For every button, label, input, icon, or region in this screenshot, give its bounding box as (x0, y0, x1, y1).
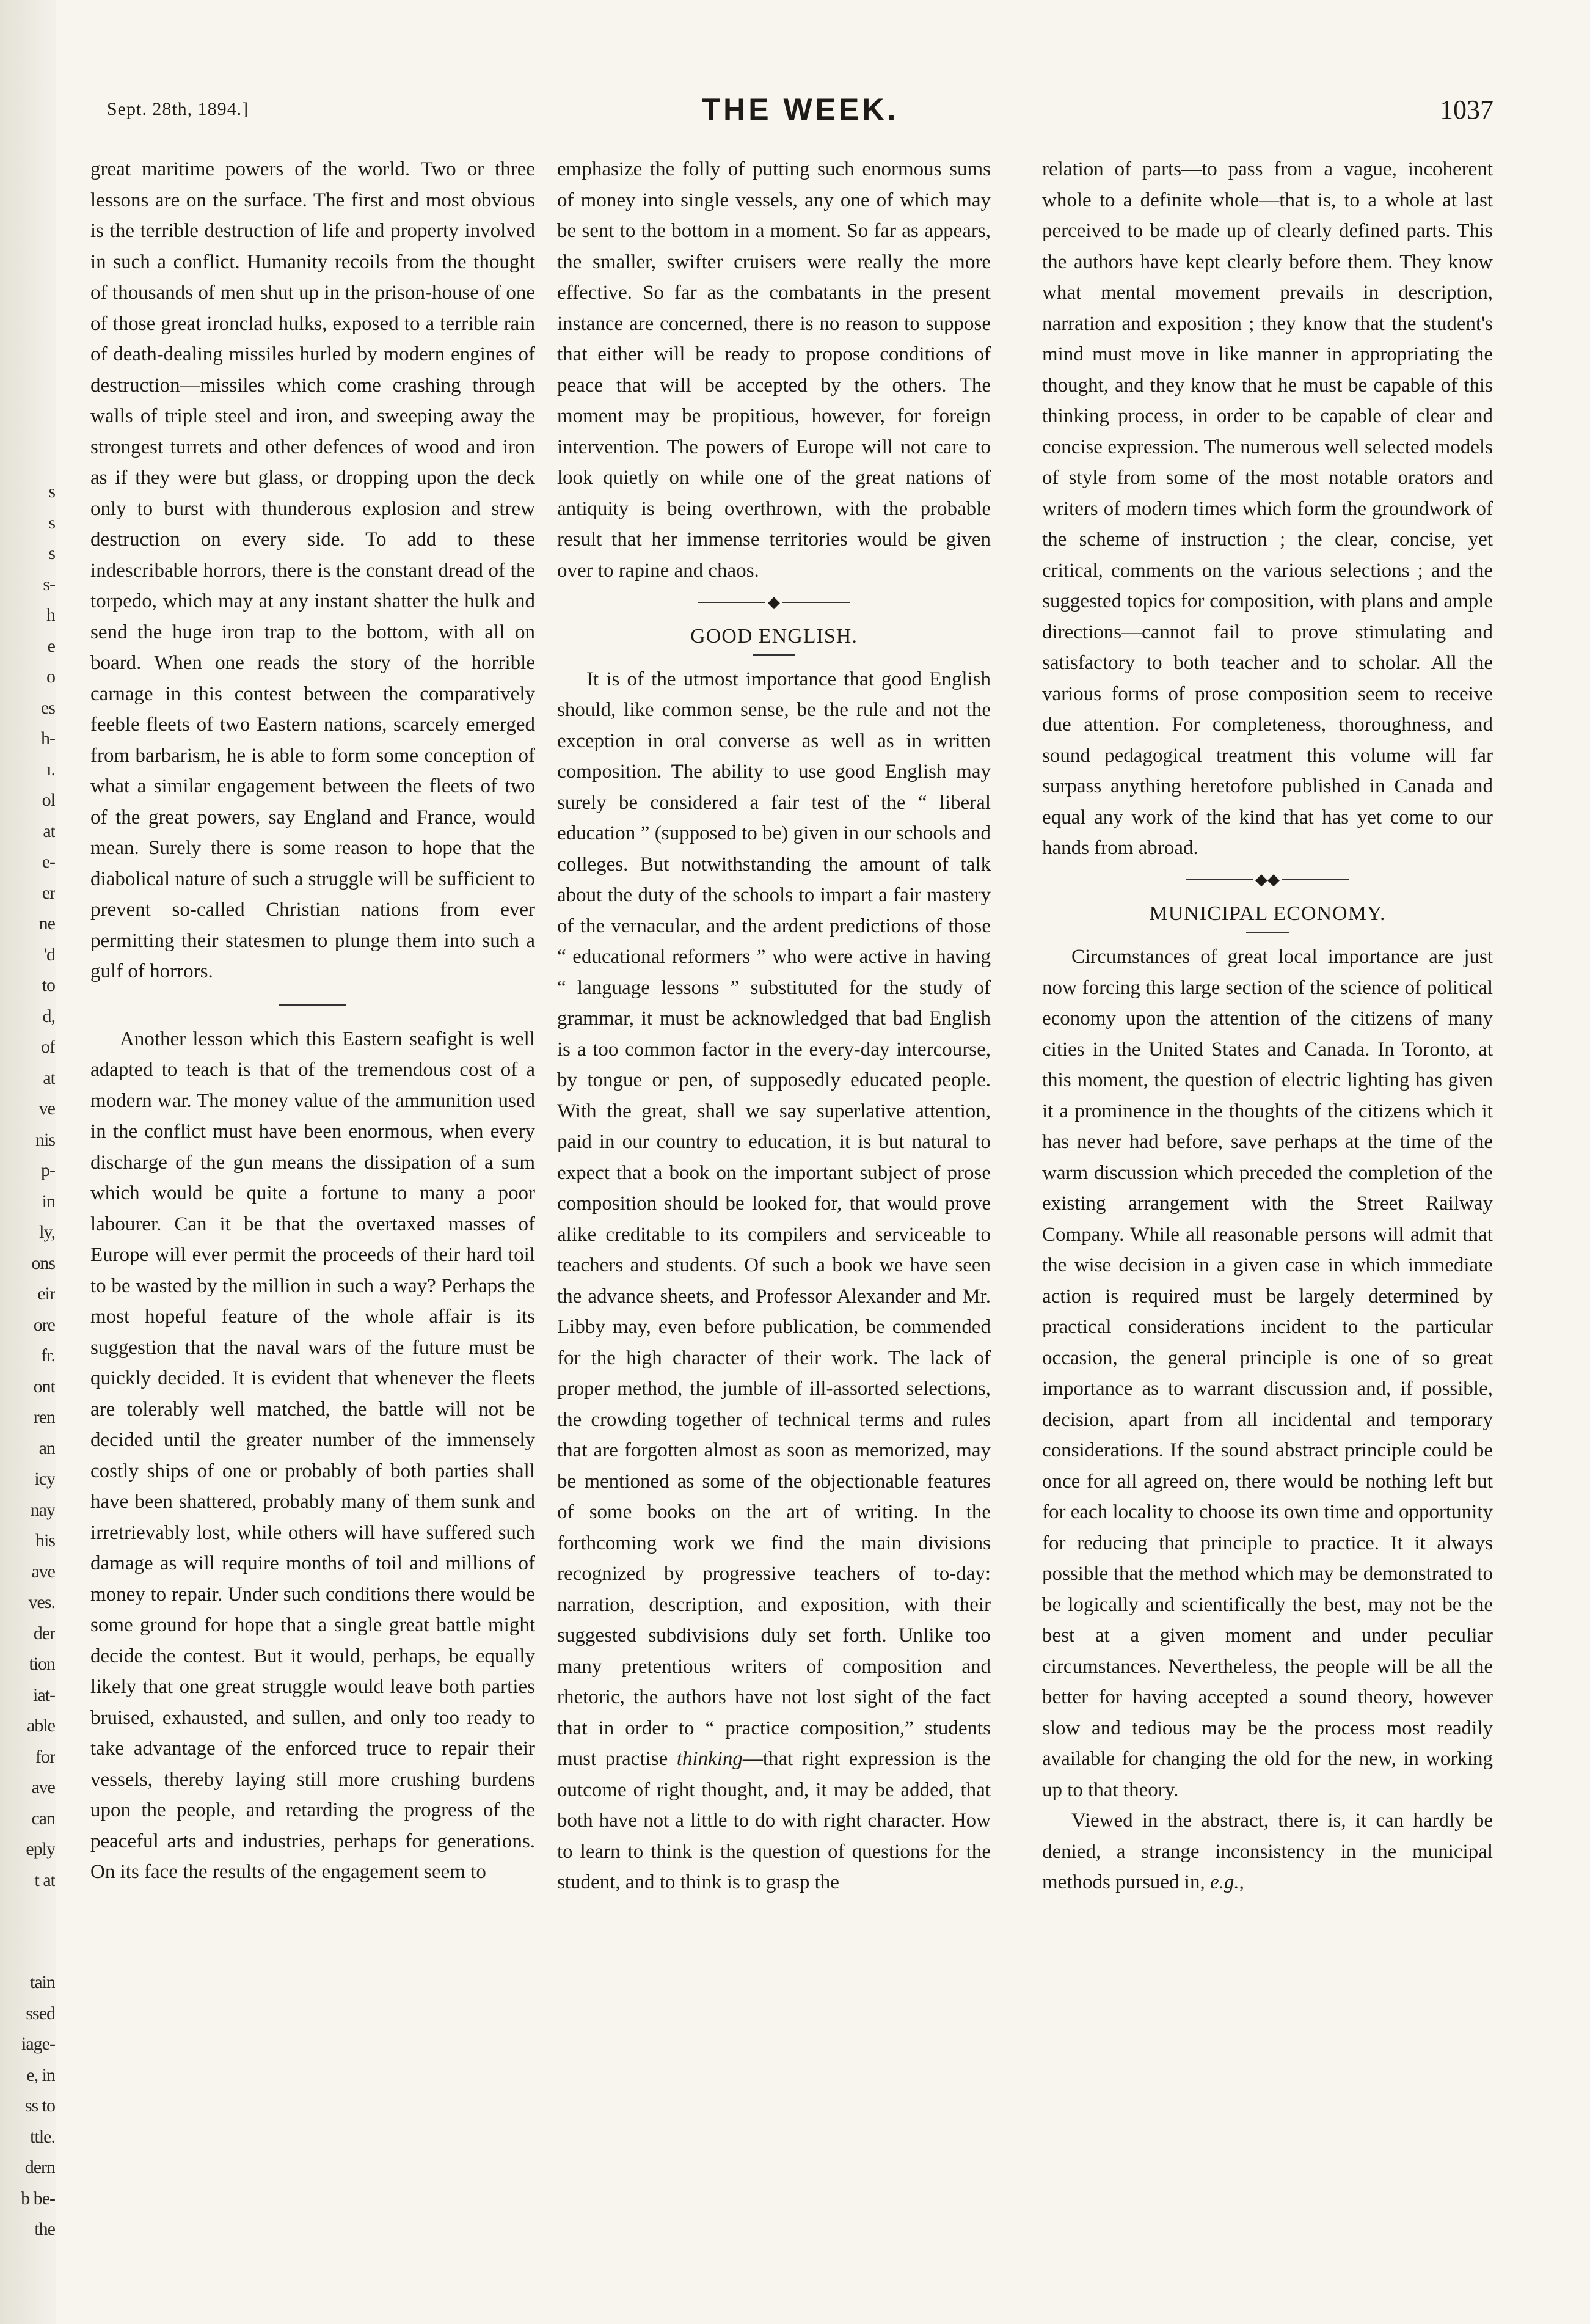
gutter-fragment: tion (29, 1654, 55, 1674)
gutter-fragment: his (35, 1530, 55, 1551)
section-heading-good-english: GOOD ENGLISH. (690, 624, 858, 648)
gutter-fragment: of (41, 1037, 55, 1057)
article-paragraph: relation of parts—to pass from a vague, incoherent whole to a definite whole—that is, to a whole at last perceived to be made up of clearly defined parts. This the authors have kept clearly before them. They know what mental movement prevails in description, narration and exposition ; they know that the student's mind must move in like manner in appropriating the thought, and they know that he must be capable of this thinking process, in order to be capable of clear and concise expression. The numerous well selected models of style from some of the most notable orators and writers of modern times which form the groundwork of the scheme of instruction ; the clear, concise, yet critical, comments on the various selections ; and the suggested topics for composition, with plans and ample directions—cannot fail to prove stimulating and satisfactory to both teacher and to scholar. All the various forms of prose composition seem to receive due attention. For completeness, thoroughness, and sound pedagogical treatment this volume will far surpass anything heretofore published in Canada and equal any work of the kind that has yet come to our hands from abroad. (1042, 158, 1493, 859)
gutter-fragment: s (48, 543, 55, 563)
heading-underline (753, 654, 795, 656)
gutter-fragment: ont (33, 1376, 55, 1397)
gutter-fragment: tain (30, 1972, 55, 1992)
gutter-fragment: nis (35, 1129, 55, 1150)
gutter-fragment: iat- (33, 1684, 55, 1705)
article-paragraph (557, 664, 991, 1898)
italic-abbreviation: e.g. (1209, 1871, 1239, 1894)
gutter-fragment: d, (42, 1006, 55, 1026)
article-paragraph: great maritime powers of the world. Two or three lessons are on the surface. The first and most obvious is the terrible destruction of life and property involved in such a conflict. Humanity recoils from the thought of thousands of men shut up in the prison-house of one of those great ironclad hulks, exposed to a terrible rain of death-dealing missiles hurled by modern engines of destruction—missiles which come crashing through walls of triple steel and iron, and sweeping away the strongest turrets and other defences of wood and iron as if they were but glass, or dropping upon the deck only to burst with thunderous explosion and strew destruction on every side. To add to these indescribable horrors, there is the constant dread of the torpedo, which may at any instant shatter the hulk and send the huge iron trap to the bottom, with all on board. When one reads the story of the horrible carnage in this contest between the comparatively feeble fleets of two Eastern nations, scarcely emerged from barbarism, he is able to form some conception of what a similar engagement between the fleets of two of the great powers, say England and France, would mean. Surely there is some reason to hope that the diabolical nature of such a struggle will be sufficient to prevent so-called Christian nations from ever permitting their statesmen to plunge them into such a gulf of horrors. (90, 158, 535, 982)
article-paragraph: emphasize the folly of putting such enormous sums of money into single vessels, any one of which may be sent to the bottom in a moment. So far as appears, the smaller, swifter cruisers were really the more effective. So far as the combatants in the present instance are concerned, there is no reason to suppose that either will be ready to propose conditions of peace that will be accepted by the others. The moment may be propitious, however, for foreign intervention. The powers of Europe will not care to look quietly on while one of the great nations of antiquity is being overthrown, with the probable result that her immense territories would be given over to rapine and chaos. (557, 158, 991, 582)
gutter-fragment: able (27, 1716, 55, 1736)
gutter-fragment: ves. (28, 1592, 55, 1612)
article-paragraph (1042, 1805, 1493, 1898)
italic-word: thinking (676, 1748, 743, 1770)
section-divider (279, 1004, 346, 1006)
gutter-fragment: iage- (21, 2034, 55, 2054)
gutter-fragment: 'd (43, 944, 55, 965)
issue-date: Sept. 28th, 1894.] (107, 99, 249, 119)
gutter-fragment: ssed (26, 2003, 55, 2023)
gutter-fragment: h (46, 605, 55, 625)
gutter-fragment: h- (41, 728, 55, 748)
gutter-fragment: ve (38, 1098, 55, 1119)
gutter-fragment: es (41, 697, 55, 718)
gutter-fragment: ttle. (30, 2126, 55, 2147)
gutter-fragment: ore (33, 1314, 55, 1335)
gutter-fragment: can (31, 1808, 55, 1829)
paragraph-text: Viewed in the abstract, there is, it can hardly be denied, a strange inconsistency in the municipal methods pursued in, (1042, 1810, 1493, 1894)
gutter-fragment: s (48, 481, 55, 502)
gutter-fragment: o (46, 667, 55, 687)
article-paragraph: Another lesson which this Eastern seafight is well adapted to teach is that of the tremendous cost of a modern war. The money value of the ammunition used in the conflict must have been enormous, when every discharge of the gun means the dissipation of a sum which would be quite a fortune to many a poor labourer. Can it be that the overtaxed masses of Europe will ever permit the proceeds of their hard toil to be wasted by the million in such a way? Perhaps the most hopeful feature of the whole affair is its suggestion that the naval wars of the future must be quickly decided. It is evident that whenever the fleets are tolerably well matched, the battle will not be decided until the greater number of the immensely costly ships of one or probably of both parties shall have been shattered, probably many of them sunk and irretrievably lost, while others will have suffered such damage as will require months of toil and millions of money to repair. Under such conditions there would be some ground for hope that a single great battle might decide the contest. But it would, perhaps, be equally likely that one great struggle would leave both parties bruised, exhausted, and sullen, and only too ready to take advantage of the enforced truce to repair their vessels, thereby laying still more crushing burdens upon the people, and retarding the progress of the peaceful arts and industries, perhaps for generations. On its face the results of the engagement seem to (90, 1028, 535, 1883)
paragraph-text: , (1239, 1871, 1244, 1894)
gutter-fragment: for (35, 1746, 55, 1767)
gutter-fragment: icy (34, 1469, 55, 1489)
column-right (1042, 154, 1493, 1898)
gutter-fragment: ss to (24, 2096, 55, 2116)
gutter-fragment: t at (34, 1869, 55, 1890)
gutter-fragment: eply (26, 1839, 55, 1859)
gutter-fragment: in (42, 1191, 55, 1211)
gutter-fragment: ı. (46, 759, 55, 780)
gutter-fragment: ol (42, 790, 55, 810)
gutter-fragment: dern (24, 2157, 55, 2177)
gutter-fragment: der (33, 1623, 55, 1643)
article-paragraph: Circumstances of great local importance are just now forcing this large section of the science of political economy upon the attention of the citizens of many cities in the United States and Canada. In Toronto, at this moment, the question of electric lighting has given it a prominence in the thoughts of the citizens which it has never had before, save perhaps at the time of the warm discussion which preceded the completion of the existing arrangement with the Street Railway Company. While all reasonable persons will admit that the wise decision in a given case in which immediate action is required must be largely determined by practical considerations incident to the particular occasion, the general principle is one of so great importance as to warrant discussion and, if possible, decision, apart from all incidental and temporary considerations. If the sound abstract principle could be once for all agreed on, there would be nothing left but for each locality to choose its own time and opportunity for reducing that principle to practice. It it always possible that the method which may be demonstrated to be logically and scientifically the best, may not be the best at a given moment and under peculiar circumstances. Nevertheless, the people will be all the better for having accepted a sound theory, however slow and tedious may be the process most readily available for changing the old for the new, in working up to that theory. (1042, 946, 1493, 1801)
gutter-fragment: ne (38, 913, 55, 934)
gutter-fragment: the (34, 2219, 55, 2239)
gutter-fragment: fr. (41, 1345, 55, 1365)
paragraph-text: It is of the utmost importance that good English should, like common sense, be the rule and not the exception in oral converse as well as in written composition. The ability to use good English may surely be considered a fair test of the “ liberal education ” (supposed to be) given in our schools and colleges. But notwithstanding the amount of talk about the duty of the schools to impart a fair mastery of the vernacular, and the ardent predictions of those “ educational reformers ” who were active in having “ language lessons ” substituted for the study of grammar, it must be acknowledged that bad English is a too common factor in the every-day intercourse, by tongue or pen, of supposedly educated people. With the great, shall we say superlative attention, paid in our country to education, it is but natural to expect that a book on the important subject of prose composition should be looked for, that would prove alike creditable to its compilers and serviceable to teachers and students. Of such a book we have seen the advance sheets, and Professor Alexander and Mr. Libby may, even before publication, be commended for the high character of their work. The lack of proper method, the jumble of ill-assorted selections, the crowding together of technical terms and rules that are forgotten almost as soon as memorized, may be mentioned as some of the objectionable features of some books on the art of writing. In the forthcoming work we find the main divisions recognized by progressive teachers of to-day: narration, description, and exposition, with their suggested subdivisions duly set forth. Unlike too many pretentious writers of composition and rhetoric, the authors have not lost sight of the fact that in order to “ practice composition,” students must practise (557, 668, 991, 1770)
page-header (107, 92, 1493, 128)
adjacent-page-fragments-lower (0, 1967, 55, 2245)
gutter-fragment: b be- (21, 2188, 55, 2209)
gutter-fragment: er (42, 882, 55, 903)
gutter-fragment: to (42, 975, 55, 995)
publication-title: THE WEEK. (701, 92, 899, 126)
gutter-fragment: an (38, 1438, 55, 1458)
gutter-fragment: p- (41, 1160, 55, 1180)
paragraph-text: —that right expression is the outcome of right thought, and, it may be added, that both have not a little to do with right character. How to learn to think is the question of questions for the student, and to think is to grasp the (557, 1748, 991, 1894)
ornamental-divider: ◆ (557, 592, 991, 612)
gutter-fragment: e (47, 635, 55, 656)
gutter-fragment: ave (31, 1777, 55, 1797)
gutter-fragment: ave (31, 1561, 55, 1582)
gutter-fragment: at (43, 1067, 55, 1088)
gutter-fragment: ren (33, 1407, 55, 1427)
gutter-fragment: e, in (26, 2064, 55, 2085)
gutter-fragment: eir (37, 1284, 55, 1304)
gutter-fragment: ons (31, 1252, 55, 1273)
gutter-fragment: s- (43, 574, 55, 594)
gutter-fragment: at (43, 820, 55, 841)
ornamental-divider: ◆◆ (1042, 870, 1493, 890)
gutter-fragment: ly, (39, 1222, 55, 1242)
gutter-fragment: s (48, 512, 55, 533)
column-left (90, 154, 535, 1888)
page-number: 1037 (1440, 95, 1493, 125)
gutter-fragment: nay (30, 1499, 55, 1520)
column-middle (557, 154, 991, 1898)
gutter-fragment: e- (42, 852, 55, 872)
section-heading-municipal-economy: MUNICIPAL ECONOMY. (1149, 902, 1386, 926)
adjacent-page-fragments-upper (0, 477, 55, 1896)
heading-underline (1246, 932, 1289, 933)
